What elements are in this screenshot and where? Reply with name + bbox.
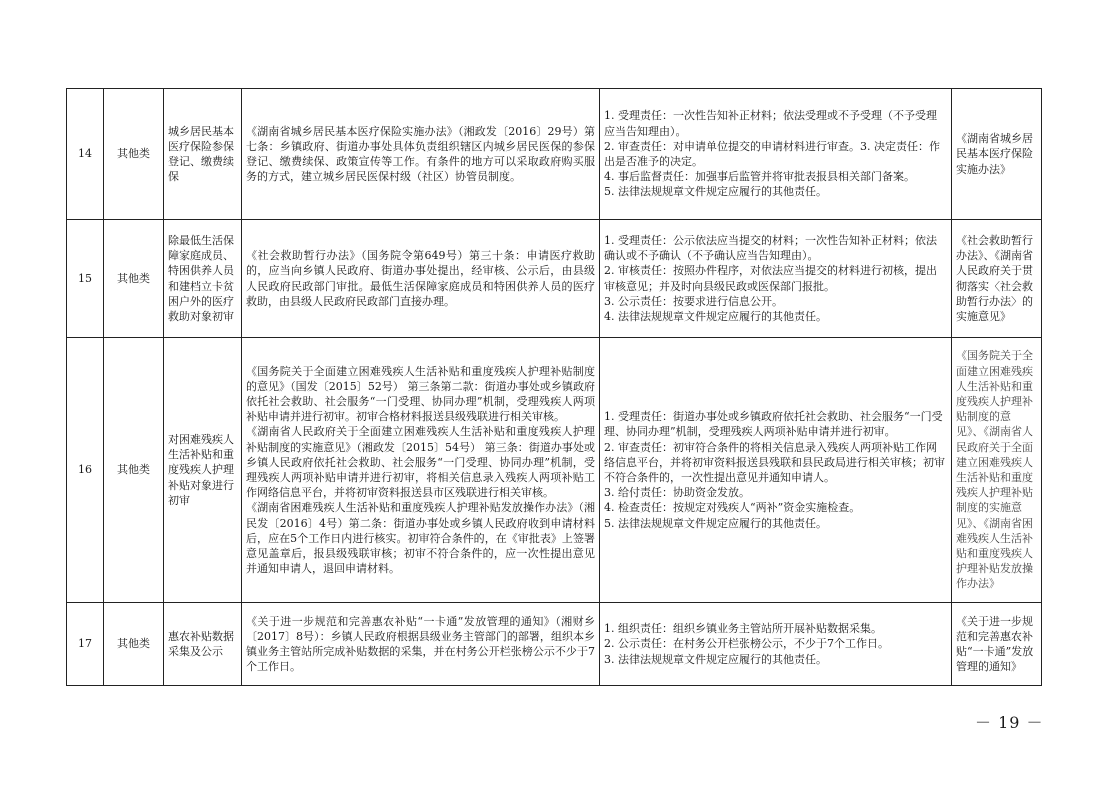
row-number: 15 bbox=[67, 220, 104, 338]
item-name-cell: 对困难残疾人生活补贴和重度残疾人护理补贴对象进行初审 bbox=[164, 338, 242, 603]
category-cell: 其他类 bbox=[104, 89, 164, 220]
basis-cell bbox=[242, 603, 600, 686]
basis-paragraph: 《国务院关于全面建立困难残疾人生活补贴和重度残疾人护理补贴制度的意见》（国发〔2015〕52号） 第三条第二款：街道办事处或乡镇政府依托社会救助、社会服务“一门受理、协同办理”机制，受理残疾人两项补贴申请并进行初审。初审合格材料报送县级残联进行相关审核。 bbox=[246, 364, 595, 424]
duties-cell bbox=[600, 89, 952, 220]
responsibility-table bbox=[66, 88, 1042, 686]
basis-paragraph: 《湖南省城乡居民基本医疗保险实施办法》（湘政发〔2016〕29号）第七条：乡镇政府、街道办事处具体负责组织辖区内城乡居民医保的参保登记、缴费续保、政策宣传等工作。有条件的地方可以采取政府购买服务的方式，建立城乡居民医保村级（社区）协管员制度。 bbox=[246, 124, 595, 184]
category-cell: 其他类 bbox=[104, 603, 164, 686]
basis-cell bbox=[242, 89, 600, 220]
row-number: 16 bbox=[67, 338, 104, 603]
duty-item: 2. 审核责任：按照办件程序，对依法应当提交的材料进行初核，提出审核意见；并及时向县级民政或医保部门报批。 bbox=[604, 264, 937, 293]
item-name-cell: 除最低生活保障家庭成员、特困供养人员和建档立卡贫困户外的医疗救助对象初审 bbox=[164, 220, 242, 338]
reference-cell: 《国务院关于全面建立困难残疾人生活补贴和重度残疾人护理补贴制度的意见》、《湖南省人民政府关于全面建立困难残疾人生活补贴和重度残疾人护理补贴制度的实施意见》、《湖南省困难残疾人生活补贴和重度残疾人护理补贴发放操作办法》 bbox=[952, 338, 1042, 603]
table-row bbox=[67, 89, 1042, 220]
page-number: － 19 － bbox=[975, 713, 1044, 732]
table-row bbox=[67, 603, 1042, 686]
basis-paragraph: 《湖南省人民政府关于全面建立困难残疾人生活补贴和重度残疾人护理补贴制度的实施意见》（湘政发〔2015〕54号） 第三条：街道办事处或乡镇人民政府依托社会救助、社会服务“一门受理、协同办理”机制，受理残疾人两项补贴申请并进行初审，将相关信息录入残疾人两项补贴工作网络信息平台，并将初审资料报送县市区残联进行相关审核。 bbox=[246, 425, 595, 500]
item-name-cell: 城乡居民基本医疗保险参保登记、缴费续保 bbox=[164, 89, 242, 220]
duty-item: 1. 受理责任：一次性告知补正材料；依法受理或不予受理（不予受理应当告知理由）。 bbox=[604, 109, 937, 138]
basis-cell bbox=[242, 338, 600, 603]
duty-item: 4. 检查责任：按规定对残疾人“两补”资金实施检查。 bbox=[604, 501, 861, 515]
duty-item: 3. 给付责任：协助资金发放。 bbox=[604, 486, 750, 500]
duty-item: 2. 审查责任：对申请单位提交的申请材料进行审查。3. 决定责任：作出是否准予的决定。 bbox=[604, 139, 940, 168]
duties-cell bbox=[600, 603, 952, 686]
duty-item: 5. 法律法规规章文件规定应履行的其他责任。 bbox=[604, 516, 827, 530]
duty-item: 1. 受理责任：街道办事处或乡镇政府依托社会救助、社会服务“一门受理、协同办理”机制，受理残疾人两项补贴申请并进行初审。 bbox=[604, 410, 943, 439]
category-cell: 其他类 bbox=[104, 220, 164, 338]
duty-item: 5. 法律法规规章文件规定应履行的其他责任。 bbox=[604, 185, 827, 199]
duty-item: 3. 公示责任：按要求进行信息公开。 bbox=[604, 294, 783, 308]
duties-cell bbox=[600, 338, 952, 603]
row-number: 17 bbox=[67, 603, 104, 686]
reference-cell: 《社会救助暂行办法》、《湖南省人民政府关于贯彻落实〈社会救助暂行办法〉的实施意见》 bbox=[952, 220, 1042, 338]
basis-paragraph: 《湖南省困难残疾人生活补贴和重度残疾人护理补贴发放操作办法》（湘民发〔2016〕4号）第二条：街道办事处或乡镇人民政府收到申请材料后，应在5个工作日内进行核实。初审符合条件的，在《审批表》上签署意见盖章后，报县级残联审核；初审不符合条件的，应一次性提出意见并通知申请人，退回申请材料。 bbox=[246, 501, 595, 576]
duty-item: 4. 法律法规规章文件规定应履行的其他责任。 bbox=[604, 309, 827, 323]
reference-cell: 《湖南省城乡居民基本医疗保险实施办法》 bbox=[952, 89, 1042, 220]
duties-cell bbox=[600, 220, 952, 338]
row-number: 14 bbox=[67, 89, 104, 220]
duty-item: 3. 法律法规规章文件规定应履行的其他责任。 bbox=[604, 652, 827, 666]
duty-item: 1. 受理责任：公示依法应当提交的材料；一次性告知补正材料；依法确认或不予确认（不予确认应当告知理由）。 bbox=[604, 233, 937, 263]
table-row bbox=[67, 338, 1042, 603]
reference-cell: 《关于进一步规范和完善惠农补贴“一卡通”发放管理的通知》 bbox=[952, 603, 1042, 686]
item-name-cell: 惠农补贴数据采集及公示 bbox=[164, 603, 242, 686]
basis-paragraph: 《关于进一步规范和完善惠农补贴“一卡通”发放管理的通知》（湘财乡〔2017〕8号）：乡镇人民政府根据县级业务主管部门的部署，组织本乡镇业务主管站所完成补贴数据的采集，并在村务公开栏张榜公示不少于7个工作日。 bbox=[246, 614, 595, 674]
basis-paragraph: 《社会救助暂行办法》（国务院令第649号）第三十条：申请医疗救助的，应当向乡镇人民政府、街道办事处提出，经审核、公示后，由县级人民政府民政部门审批。最低生活保障家庭成员和特困供养人员的医疗救助，由县级人民政府民政部门直接办理。 bbox=[246, 249, 595, 308]
duty-item: 2. 审查责任：初审符合条件的将相关信息录入残疾人两项补贴工作网络信息平台，并将初审资料报送县残联和县民政局进行相关审核；初审不符合条件的，一次性提出意见并通知申请人。 bbox=[604, 440, 945, 484]
basis-cell bbox=[242, 220, 600, 338]
duty-item: 2. 公示责任：在村务公开栏张榜公示，不少于7个工作日。 bbox=[604, 637, 889, 651]
table-row bbox=[67, 220, 1042, 338]
duty-item: 4. 事后监督责任：加强事后监管并将审批表报县相关部门备案。 bbox=[604, 170, 915, 184]
duty-item: 1. 组织责任：组织乡镇业务主管站所开展补贴数据采集。 bbox=[604, 622, 882, 636]
category-cell: 其他类 bbox=[104, 338, 164, 603]
